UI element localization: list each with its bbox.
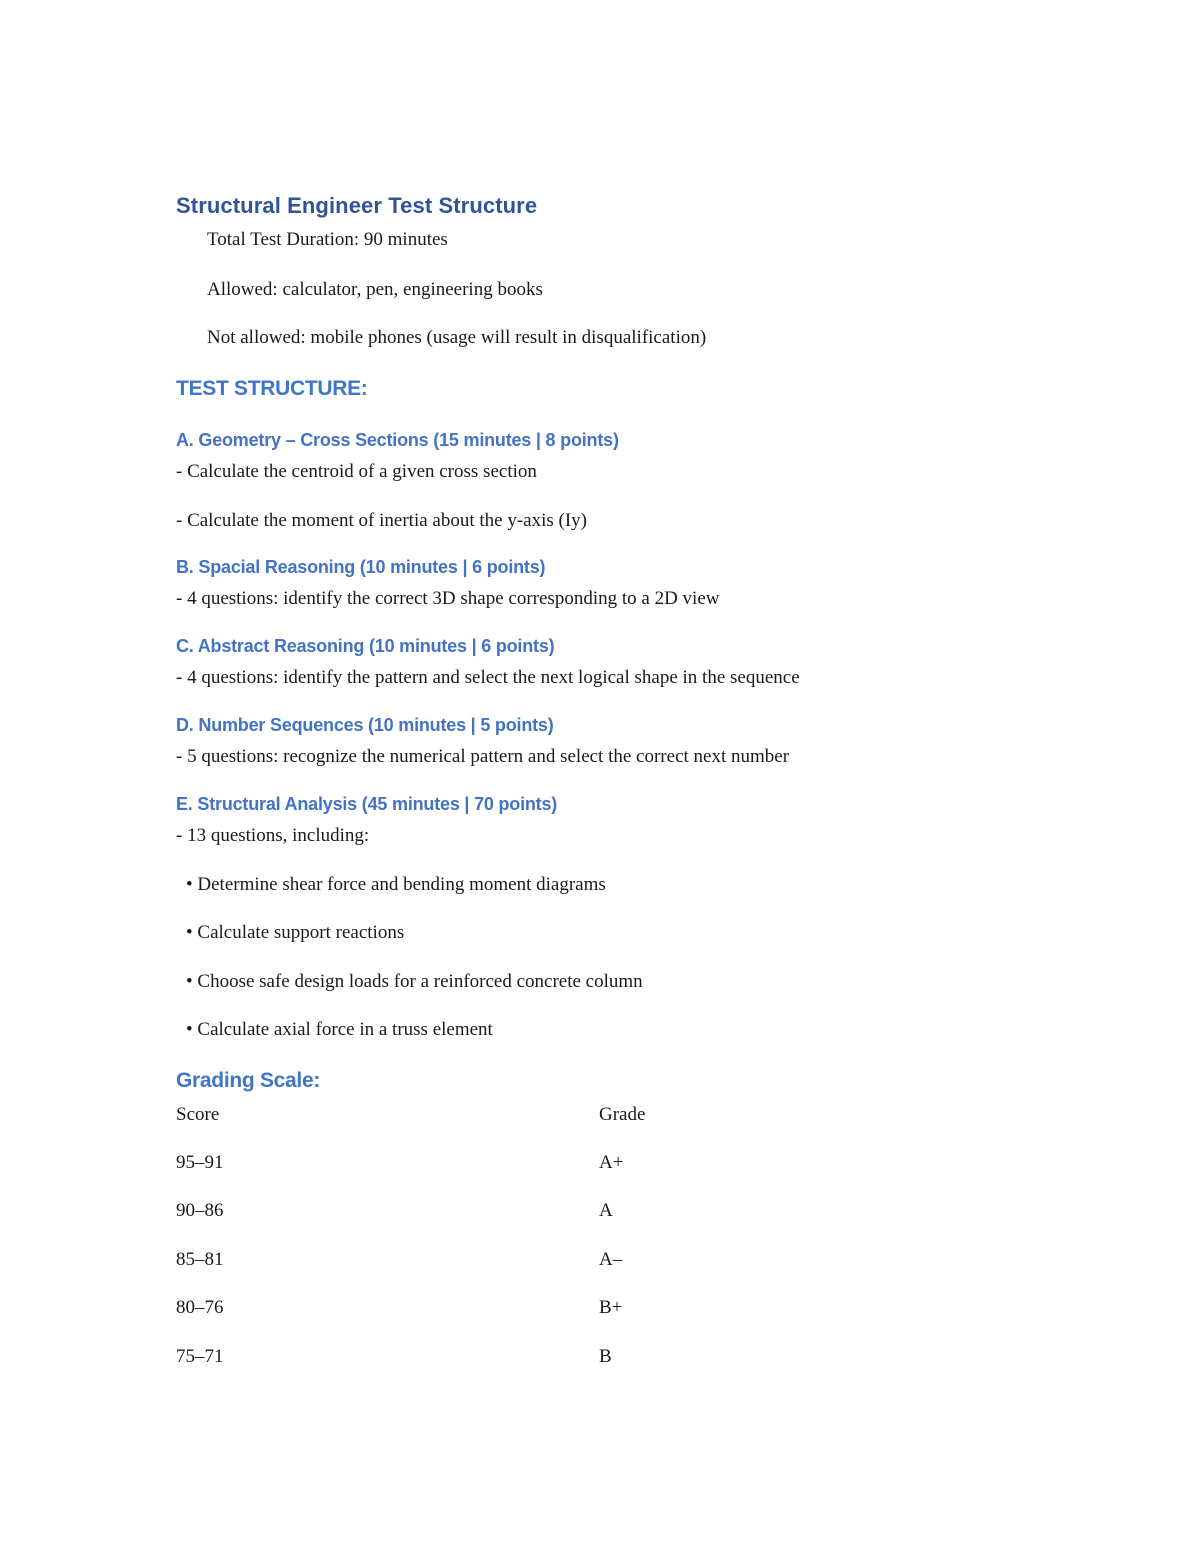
grading-score-cell: 90–86 [176,1200,224,1221]
grading-score-cell: 95–91 [176,1152,224,1173]
section-e-line: - 13 questions, including: [176,825,370,846]
section-d-line: - 5 questions: recognize the numerical pattern and select the correct next number [176,746,790,767]
grading-column-header-score: Score [176,1104,220,1125]
section-e-heading: E. Structural Analysis (45 minutes | 70 points) [176,794,558,814]
grading-score-cell: 80–76 [176,1297,224,1318]
section-e-bullet: • Choose safe design loads for a reinforced concrete column [186,971,643,992]
section-a-heading: A. Geometry – Cross Sections (15 minutes | 8 points) [176,430,619,450]
test-duration: Total Test Duration: 90 minutes [207,229,448,250]
grading-score-cell: 85–81 [176,1249,224,1270]
grading-score-cell: 75–71 [176,1346,224,1367]
grading-grade-cell: A– [599,1249,623,1270]
section-a-line: - Calculate the moment of inertia about the y-axis (Iy) [176,510,587,531]
grading-scale-heading: Grading Scale: [176,1069,321,1092]
section-e-bullet: • Determine shear force and bending moment diagrams [186,874,606,895]
grading-grade-cell: B+ [599,1297,623,1318]
section-e-bullet: • Calculate axial force in a truss element [186,1019,493,1040]
section-c-line: - 4 questions: identify the pattern and select the next logical shape in the sequence [176,667,800,688]
grading-grade-cell: A [599,1200,613,1221]
section-b-heading: B. Spacial Reasoning (10 minutes | 6 points) [176,557,546,577]
section-b-line: - 4 questions: identify the correct 3D shape corresponding to a 2D view [176,588,720,609]
test-structure-heading: TEST STRUCTURE: [176,377,368,400]
document-title: Structural Engineer Test Structure [176,193,538,218]
section-d-heading: D. Number Sequences (10 minutes | 5 points) [176,715,554,735]
grading-grade-cell: B [599,1346,612,1367]
grading-column-header-grade: Grade [599,1104,646,1125]
section-c-heading: C. Abstract Reasoning (10 minutes | 6 points) [176,636,555,656]
section-e-bullet: • Calculate support reactions [186,922,405,943]
not-allowed-items: Not allowed: mobile phones (usage will result in disqualification) [207,327,707,348]
allowed-items: Allowed: calculator, pen, engineering books [207,279,543,300]
grading-grade-cell: A+ [599,1152,624,1173]
section-a-line: - Calculate the centroid of a given cross section [176,461,537,482]
